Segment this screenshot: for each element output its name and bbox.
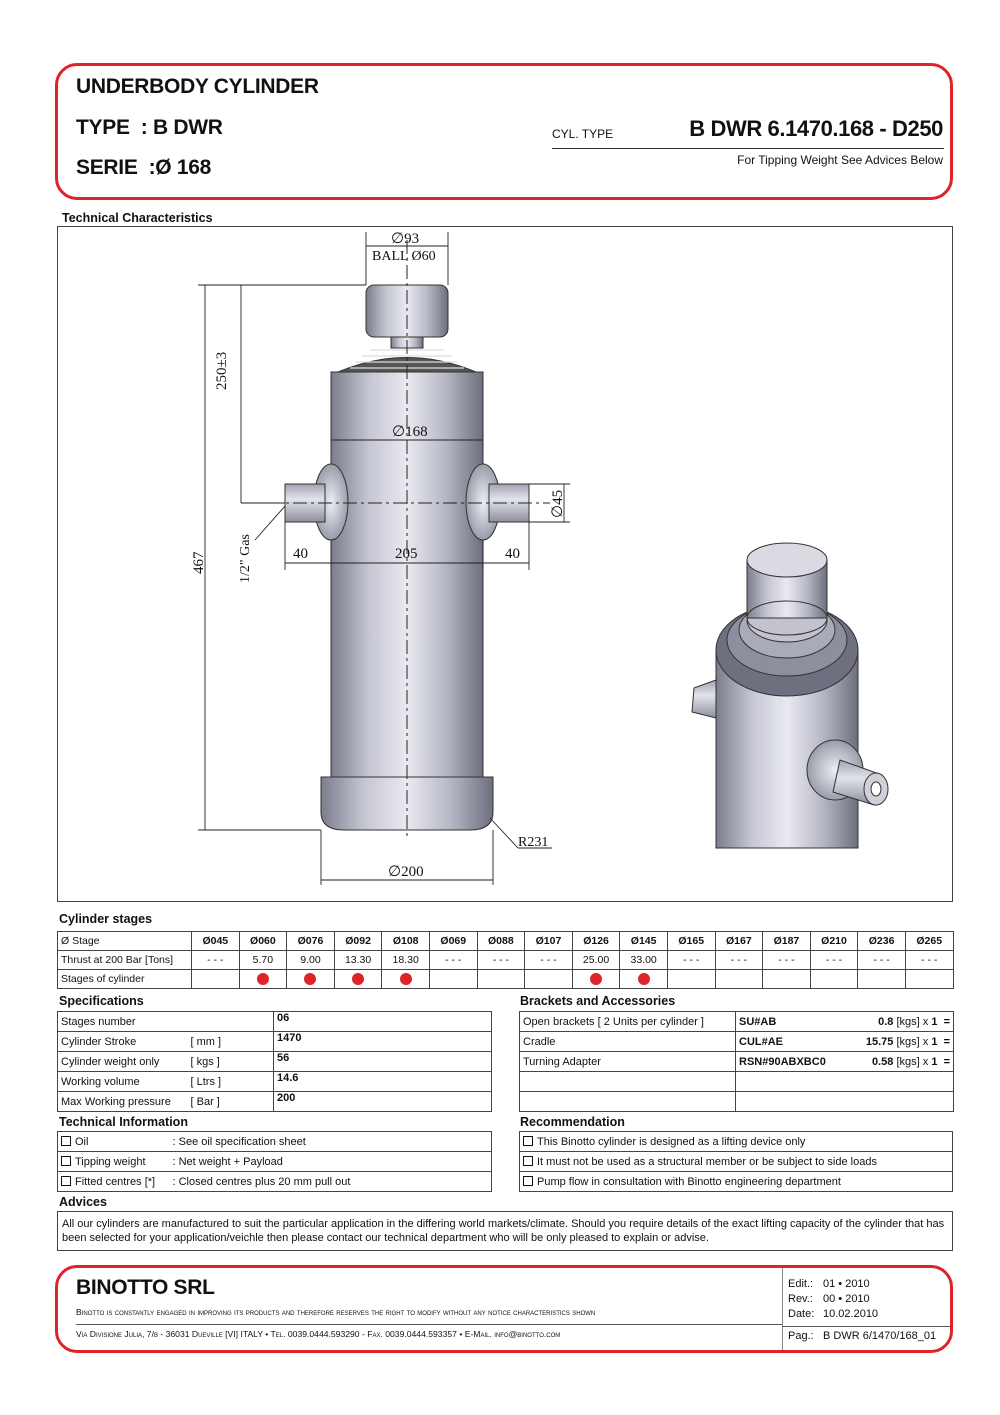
stages-row xyxy=(58,932,954,951)
spec-unit xyxy=(188,1012,274,1032)
stage-thrust-cell: - - - xyxy=(477,951,525,970)
dim-stroke: 250±3 xyxy=(214,351,230,390)
stages-heading: Cylinder stages xyxy=(59,912,153,926)
footer-meta xyxy=(788,1277,878,1322)
rev-row xyxy=(788,1292,878,1307)
spec-unit: [ Ltrs ] xyxy=(188,1072,274,1092)
stage-active-cell xyxy=(192,970,240,989)
recommendation-text: It must not be used as a structural member or be subject to side loads xyxy=(537,1155,877,1168)
stage-thrust-cell: 33.00 xyxy=(620,951,668,970)
bracket-row xyxy=(520,1032,954,1052)
tech-info-label-cell xyxy=(58,1132,170,1152)
date-label: Date: xyxy=(788,1308,815,1320)
stage-diameter-cell: Ø092 xyxy=(334,932,382,951)
diameter-symbol: ∅ xyxy=(391,231,405,247)
stage-diameter-cell: Ø060 xyxy=(239,932,287,951)
stage-thrust-cell: - - - xyxy=(429,951,477,970)
page-rule xyxy=(782,1326,950,1327)
bracket-qty: 1 = xyxy=(931,1015,950,1028)
stage-diameter-cell: Ø210 xyxy=(810,932,858,951)
dim-body-diameter-label xyxy=(392,422,428,441)
stage-active-dot xyxy=(590,973,602,985)
spec-value: 200 xyxy=(274,1092,492,1112)
bracket-row xyxy=(520,1052,954,1072)
stage-diameter-cell: Ø165 xyxy=(667,932,715,951)
stage-diameter-cell: Ø187 xyxy=(763,932,811,951)
spec-row xyxy=(58,1032,492,1052)
doc-title: UNDERBODY CYLINDER xyxy=(76,75,319,98)
diameter-symbol: ∅ xyxy=(550,504,566,518)
checkbox-icon xyxy=(523,1136,533,1146)
specs-heading: Specifications xyxy=(59,994,144,1008)
checkbox-icon xyxy=(61,1156,71,1166)
cyl-type-label: CYL. TYPE xyxy=(552,127,614,141)
bracket-name: Turning Adapter xyxy=(520,1052,736,1072)
recommendation-table xyxy=(519,1131,953,1192)
spec-label: Max Working pressure xyxy=(58,1092,188,1112)
cylinder-3d-view xyxy=(692,543,888,848)
recommendation-text: Pump flow in consultation with Binotto engineering department xyxy=(537,1175,841,1188)
bracket-code: RSN#90ABXBC0 xyxy=(739,1055,826,1068)
dim-top-diameter: 93 xyxy=(404,231,420,247)
stage-active-cell xyxy=(429,970,477,989)
advices-text: All our cylinders are manufactured to suit the particular application in the differing world markets/climate. Should you require details of the exact lifting capacity of the cylinder that has been selected for your application/veichle then please contact our technical department who will be only pleased to explain or advise. xyxy=(62,1218,945,1244)
tech-info-row xyxy=(58,1172,492,1192)
spec-value: 1470 xyxy=(274,1032,492,1052)
dim-left-pin: 40 xyxy=(293,546,308,562)
recommendation-row xyxy=(520,1152,953,1172)
stage-active-cell xyxy=(477,970,525,989)
stage-thrust-cell: 18.30 xyxy=(382,951,430,970)
recommendation-row xyxy=(520,1132,953,1152)
tech-info-value: : Net weight + Payload xyxy=(170,1152,492,1172)
stage-active-dot xyxy=(304,973,316,985)
spec-label: Stages number xyxy=(58,1012,188,1032)
dim-pin-diameter-label xyxy=(548,490,567,518)
bracket-weight: 0.8 xyxy=(878,1015,894,1028)
bracket-empty xyxy=(736,1092,954,1112)
dim-total-height: 467 xyxy=(191,551,207,574)
dim-top-diameter-label xyxy=(391,229,419,248)
bracket-weight: 0.58 xyxy=(872,1055,894,1068)
stages-table xyxy=(57,931,954,989)
dim-pin-diameter: 45 xyxy=(550,489,566,505)
bracket-row xyxy=(520,1092,954,1112)
stage-thrust-cell: - - - xyxy=(858,951,906,970)
edit-label: Edit.: xyxy=(788,1278,814,1290)
header-rule xyxy=(552,148,944,149)
stage-diameter-cell: Ø076 xyxy=(287,932,335,951)
checkbox-icon xyxy=(61,1136,71,1146)
stage-thrust-cell: - - - xyxy=(715,951,763,970)
tech-info-label: Oil xyxy=(75,1135,89,1148)
bracket-code: CUL#AE xyxy=(739,1035,784,1048)
stage-active-cell xyxy=(334,970,382,989)
stage-diameter-cell: Ø045 xyxy=(192,932,240,951)
dim-centres: 205 xyxy=(395,546,418,562)
spec-unit: [ mm ] xyxy=(188,1032,274,1052)
stage-diameter-cell: Ø236 xyxy=(858,932,906,951)
bracket-empty xyxy=(736,1072,954,1092)
page-row xyxy=(788,1330,936,1342)
stages-row xyxy=(58,951,954,970)
diameter-symbol: ∅ xyxy=(388,864,402,880)
bracket-detail xyxy=(736,1052,954,1072)
checkbox-icon xyxy=(523,1176,533,1186)
rev-value: 00 • 2010 xyxy=(823,1293,870,1305)
stage-thrust-cell: - - - xyxy=(763,951,811,970)
bracket-name: Cradle xyxy=(520,1032,736,1052)
spec-value: 14.6 xyxy=(274,1072,492,1092)
dim-ball: BALL Ø60 xyxy=(372,249,436,264)
bracket-detail xyxy=(736,1032,954,1052)
spec-row xyxy=(58,1092,492,1112)
stage-row-label: Ø Stage xyxy=(58,932,192,951)
stage-row-label: Stages of cylinder xyxy=(58,970,192,989)
stage-active-dot xyxy=(400,973,412,985)
spec-value: 56 xyxy=(274,1052,492,1072)
stage-active-cell xyxy=(287,970,335,989)
date-value: 10.02.2010 xyxy=(823,1308,879,1320)
stage-thrust-cell: - - - xyxy=(525,951,573,970)
type-line: TYPE : B DWR xyxy=(76,116,223,139)
stage-diameter-cell: Ø265 xyxy=(905,932,953,951)
bracket-unit: [kgs] x xyxy=(896,1015,929,1028)
tech-info-heading: Technical Information xyxy=(59,1115,188,1129)
tech-info-label: Tipping weight xyxy=(75,1155,146,1168)
tech-info-row xyxy=(58,1132,492,1152)
stage-thrust-cell: 25.00 xyxy=(572,951,620,970)
stage-thrust-cell: - - - xyxy=(192,951,240,970)
bracket-row xyxy=(520,1012,954,1032)
tech-info-value: : See oil specification sheet xyxy=(170,1132,492,1152)
recommendation-item xyxy=(520,1132,953,1152)
bracket-empty xyxy=(520,1092,736,1112)
recommendation-text: This Binotto cylinder is designed as a lifting device only xyxy=(537,1135,806,1148)
dim-body-diameter: 168 xyxy=(405,424,428,440)
company-name: BINOTTO SRL xyxy=(76,1276,215,1299)
stage-diameter-cell: Ø108 xyxy=(382,932,430,951)
stage-row-label: Thrust at 200 Bar [Tons] xyxy=(58,951,192,970)
spec-value: 06 xyxy=(274,1012,492,1032)
bracket-code: SU#AB xyxy=(739,1015,777,1028)
stage-diameter-cell: Ø145 xyxy=(620,932,668,951)
rev-label: Rev.: xyxy=(788,1293,813,1305)
recommendation-row xyxy=(520,1172,953,1192)
recommendation-heading: Recommendation xyxy=(520,1115,625,1129)
tipping-note: For Tipping Weight See Advices Below xyxy=(737,153,943,167)
recommendation-item xyxy=(520,1152,953,1172)
checkbox-icon xyxy=(61,1176,71,1186)
cyl-type-value: B DWR 6.1470.168 - D250 xyxy=(689,116,943,141)
diameter-symbol: ∅ xyxy=(392,424,406,440)
spec-label: Working volume xyxy=(58,1072,188,1092)
stage-diameter-cell: Ø069 xyxy=(429,932,477,951)
stages-row xyxy=(58,970,954,989)
stage-thrust-cell: 13.30 xyxy=(334,951,382,970)
stage-active-cell xyxy=(572,970,620,989)
stage-active-cell xyxy=(239,970,287,989)
bracket-empty xyxy=(520,1072,736,1092)
stage-active-cell xyxy=(382,970,430,989)
stage-active-cell xyxy=(715,970,763,989)
bracket-detail xyxy=(736,1012,954,1032)
stage-thrust-cell: 5.70 xyxy=(239,951,287,970)
spec-label: Cylinder Stroke xyxy=(58,1032,188,1052)
stage-diameter-cell: Ø126 xyxy=(572,932,620,951)
serie-line: SERIE :Ø 168 xyxy=(76,156,211,179)
edit-row xyxy=(788,1277,878,1292)
stage-diameter-cell: Ø088 xyxy=(477,932,525,951)
spec-unit: [ Bar ] xyxy=(188,1092,274,1112)
bracket-unit: [kgs] x xyxy=(896,1055,929,1068)
stage-active-cell xyxy=(858,970,906,989)
spec-row xyxy=(58,1012,492,1032)
spec-row xyxy=(58,1072,492,1092)
spec-row xyxy=(58,1052,492,1072)
recommendation-item xyxy=(520,1172,953,1192)
stage-thrust-cell: - - - xyxy=(905,951,953,970)
stage-active-dot xyxy=(638,973,650,985)
stage-active-cell xyxy=(667,970,715,989)
stage-active-cell xyxy=(763,970,811,989)
brackets-table xyxy=(519,1011,954,1112)
brackets-heading: Brackets and Accessories xyxy=(520,994,676,1008)
bracket-row xyxy=(520,1072,954,1092)
dim-base-diameter-label xyxy=(388,862,424,881)
edit-value: 01 • 2010 xyxy=(823,1278,870,1290)
advices-box xyxy=(57,1211,953,1251)
stage-active-dot xyxy=(257,973,269,985)
tech-char-heading: Technical Characteristics xyxy=(62,211,213,225)
stage-active-dot xyxy=(352,973,364,985)
stage-active-cell xyxy=(905,970,953,989)
dim-right-pin: 40 xyxy=(505,546,520,562)
dim-radius: R231 xyxy=(518,835,549,850)
footer-disclaimer: Binotto is constantly engaged in improving its products and therefore reserves the right to modify without any notice characteristics shown xyxy=(76,1307,596,1317)
page-label: Pag.: xyxy=(788,1330,814,1342)
specs-table xyxy=(57,1011,492,1112)
dim-gas-port: 1/2" Gas xyxy=(238,534,253,583)
bracket-unit: [kgs] x xyxy=(896,1035,929,1048)
bracket-qty: 1 = xyxy=(931,1035,950,1048)
tech-info-label-cell xyxy=(58,1172,170,1192)
stage-active-cell xyxy=(525,970,573,989)
stage-diameter-cell: Ø167 xyxy=(715,932,763,951)
checkbox-icon xyxy=(523,1156,533,1166)
bracket-qty: 1 = xyxy=(931,1055,950,1068)
bracket-weight: 15.75 xyxy=(865,1035,894,1048)
footer-rule xyxy=(76,1324,782,1325)
footer-address: Via Divisione Julia, 7/b - 36031 Dueville [VI] ITALY • Tel. 0039.0444.593290 - Fax. 0039.0444.593357 • E-Mail. info@binotto.com xyxy=(76,1329,561,1339)
stage-thrust-cell: 9.00 xyxy=(287,951,335,970)
spec-label: Cylinder weight only xyxy=(58,1052,188,1072)
tech-info-table xyxy=(57,1131,492,1192)
tech-info-row xyxy=(58,1152,492,1172)
stage-thrust-cell: - - - xyxy=(667,951,715,970)
footer-divider xyxy=(782,1268,783,1350)
tech-info-label-cell xyxy=(58,1152,170,1172)
spec-unit: [ kgs ] xyxy=(188,1052,274,1072)
stage-thrust-cell: - - - xyxy=(810,951,858,970)
advices-heading: Advices xyxy=(59,1195,107,1209)
bracket-name: Open brackets [ 2 Units per cylinder ] xyxy=(520,1012,736,1032)
stage-active-cell xyxy=(620,970,668,989)
stage-active-cell xyxy=(810,970,858,989)
tech-info-label: Fitted centres [*] xyxy=(75,1175,156,1188)
date-row xyxy=(788,1307,878,1322)
dim-base-diameter: 200 xyxy=(401,864,424,880)
page-value: B DWR 6/1470/168_01 xyxy=(823,1330,937,1342)
stage-diameter-cell: Ø107 xyxy=(525,932,573,951)
tech-info-value: : Closed centres plus 20 mm pull out xyxy=(170,1172,492,1192)
